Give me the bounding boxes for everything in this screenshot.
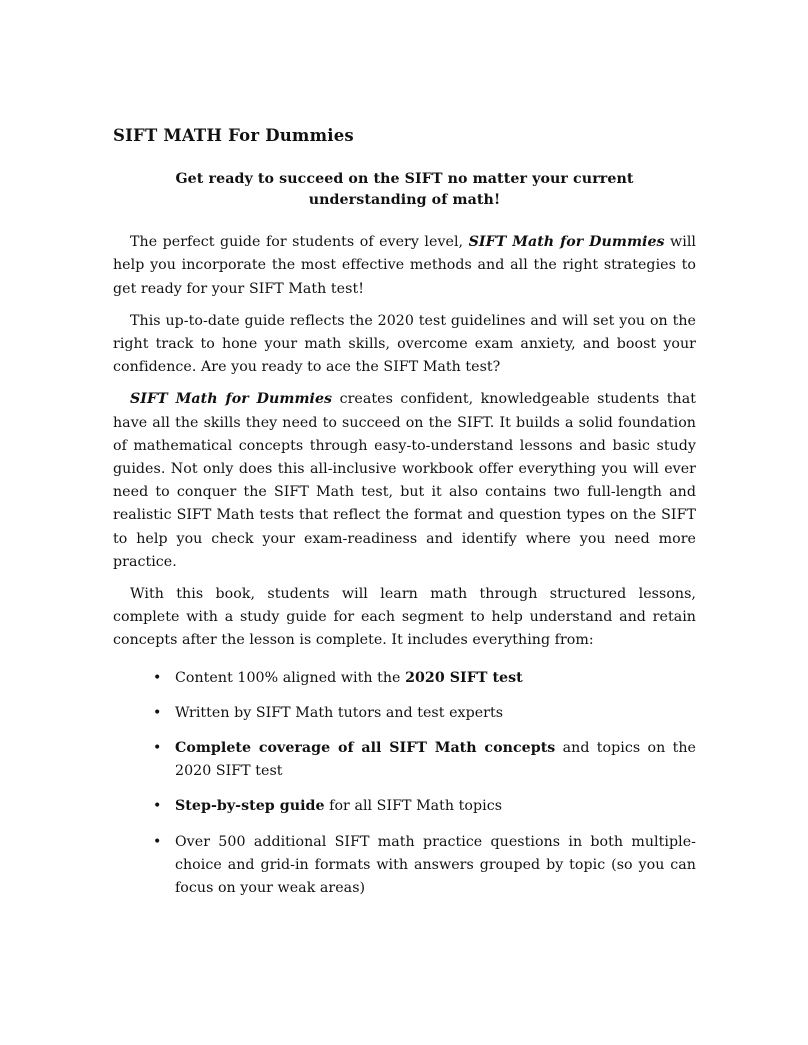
bullet-point-icon: • — [153, 669, 162, 686]
list-item-label: Written by SIFT Math tutors and test experts — [175, 704, 504, 721]
list-item — [113, 737, 696, 783]
list-item — [113, 831, 696, 901]
list-item-label: Step-by-step guide for all SIFT Math topics — [175, 798, 503, 815]
bullet-point-icon: • — [153, 704, 162, 721]
body-paragraph: SIFT Math for Dummies creates confident, knowledgeable students that have all the skills they need to succeed on the SIFT. It builds a solid foundation of mathematical concepts through easy-to-understand lessons and basic study guides. Not only does this all-inclusive workbook offer everything you will ever need to conquer the SIFT Math test, but it also contains two full-length and realistic SIFT Math tests that reflect the format and question types on the SIFT to help you check your exam-readiness and identify where you need more practice. — [113, 391, 697, 570]
feature-bullet-list — [113, 667, 696, 901]
bullet-point-icon: • — [153, 798, 162, 815]
page-title: SIFT MATH For Dummies — [113, 126, 354, 145]
document-subtitle: Get ready to succeed on the SIFT no matter your current understanding of math! — [175, 170, 634, 208]
list-item-label: Complete coverage of all SIFT Math concepts and topics on the 2020 SIFT test — [175, 740, 696, 780]
paragraph-list — [113, 231, 696, 652]
list-item — [113, 795, 696, 818]
list-item-label: Content 100% aligned with the 2020 SIFT test — [175, 669, 523, 686]
document-content — [113, 126, 696, 900]
list-item — [113, 667, 696, 690]
body-paragraph: With this book, students will learn math through structured lessons, complete with a study guide for each segment to help understand and retain concepts after the lesson is complete. It includes everything from: — [113, 586, 696, 649]
bullet-point-icon: • — [153, 740, 162, 757]
bullet-point-icon: • — [153, 833, 162, 850]
list-item-label: Over 500 additional SIFT math practice questions in both multiple-choice and grid-in formats with answers grouped by topic (so you can focus on your weak areas) — [175, 833, 696, 897]
body-paragraph: This up-to-date guide reflects the 2020 test guidelines and will set you on the right track to hone your math skills, overcome exam anxiety, and boost your confidence. Are you ready to ace the SIFT Math test? — [113, 312, 696, 376]
body-paragraph: The perfect guide for students of every level, SIFT Math for Dummies will help you incorporate the most effective methods and all the right strategies to get ready for your SIFT Math test! — [113, 234, 696, 297]
list-item — [113, 702, 696, 725]
